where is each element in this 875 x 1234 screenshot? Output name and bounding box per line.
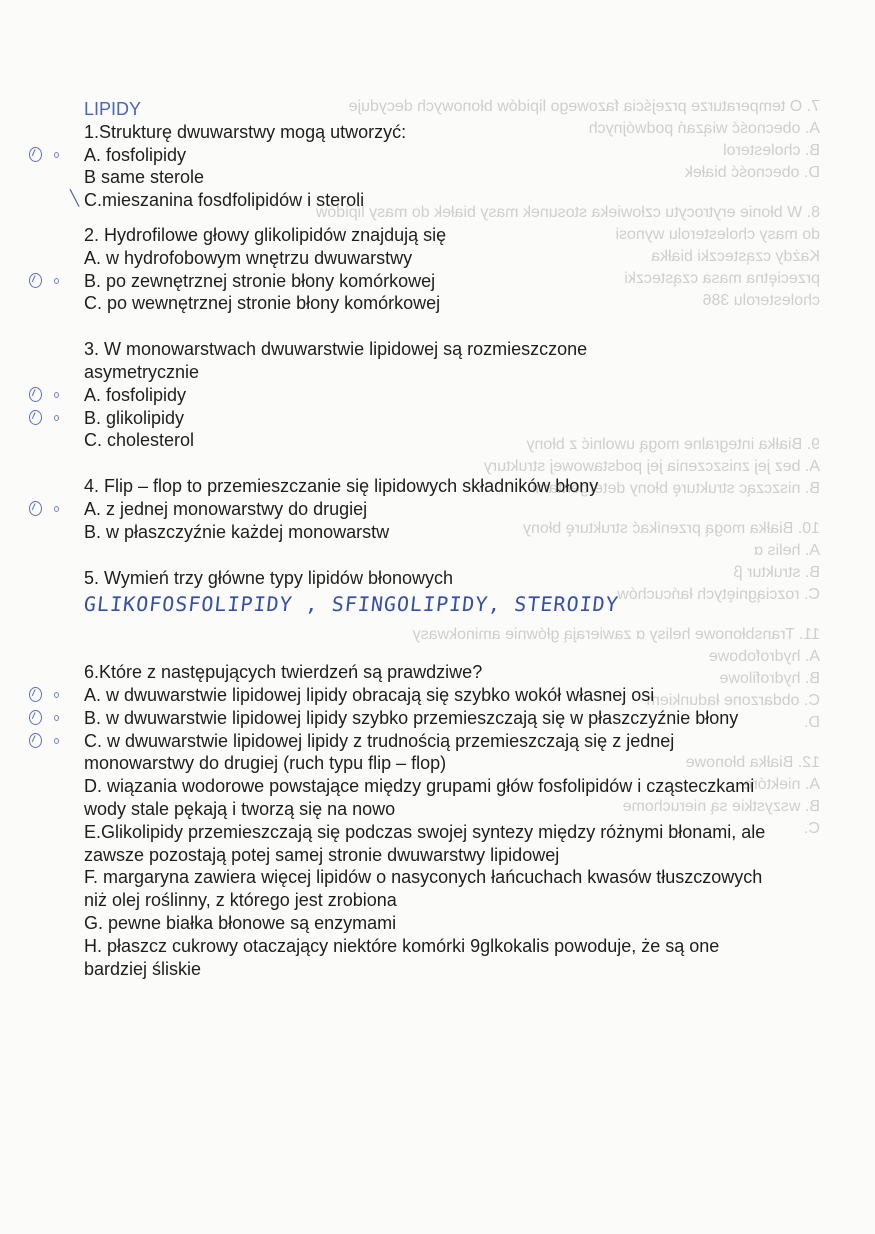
q2-option-b — [84, 270, 784, 293]
answer-mark-icon — [29, 709, 71, 727]
q6-option-c — [84, 730, 774, 776]
q3-option-a — [84, 384, 784, 407]
ghost-line: D. — [804, 714, 820, 731]
ghost-line: B. niszcząc strukturę błony detergentami — [531, 480, 820, 497]
q6-option-d: D. wiązania wodorowe powstające między grupami głów fosfolipidów i cząsteczkami wody stale pękają i tworzą się na nowo — [84, 776, 755, 819]
q6-option-a — [84, 684, 784, 707]
ghost-line: A. niektóre — [743, 776, 820, 793]
q6-option-f: F. margaryna zawiera więcej lipidów o nasyconych łańcuchach kwasów tłuszczowych niż olej roślinny, z którego jest zrobiona — [84, 867, 763, 911]
ghost-line: C. obdarzone ładunkiem — [646, 692, 820, 709]
question-4: 4. Flip – flop to przemieszczanie się lipidowych składników błony — [84, 476, 599, 497]
ghost-line: B. wszystkie są nieruchome — [622, 798, 820, 815]
answer-mark-icon — [29, 146, 71, 164]
question-5: 5. Wymień trzy główne typy lipidów błonowych — [84, 567, 453, 588]
option-text: B. po zewnętrznej stronie błony komórkowej — [84, 270, 436, 291]
option-text: C.mieszanina fosdfolipidów i steroli — [84, 190, 365, 211]
ghost-line: 12. Białka błonowe — [685, 754, 820, 771]
option-text: B. glikolipidy — [84, 407, 185, 428]
answer-mark-icon — [29, 500, 71, 518]
option-text: A. fosfolipidy — [84, 144, 187, 165]
ghost-line: 7. O temperaturze przejścia fazowego lipidów błonowych decyduje — [348, 98, 820, 115]
ghost-line: B. cholesterol — [723, 142, 820, 159]
ghost-line: 8. W błonie erytrocytu człowieka stosunek masy białek do masy lipidów — [315, 204, 820, 221]
ghost-line: A. helis α — [753, 542, 820, 559]
ghost-line: C. — [804, 820, 820, 837]
ghost-line: B. hydrofilowe — [719, 670, 820, 687]
q3-option-b — [84, 407, 784, 430]
q1-option-a — [84, 144, 784, 167]
section-title: LIPIDY — [84, 99, 142, 119]
answer-mark-icon — [29, 686, 71, 704]
answer-mark-icon — [29, 386, 71, 404]
q6-option-h: H. płaszcz cukrowy otaczający niektóre komórki 9glkokalis powoduje, że są one bardziej śliskie — [84, 935, 720, 979]
q5-handwritten-answer — [84, 589, 784, 617]
ghost-line: B. struktur β — [733, 564, 820, 581]
option-text: B. w dwuwarstwie lipidowej lipidy szybko przemieszczają się w płaszczyźnie błony — [84, 707, 739, 728]
ghost-line: 9. Białka integralne mogą uwolnić z błony — [526, 436, 820, 453]
q1-option-c — [70, 189, 784, 212]
option-text: A. fosfolipidy — [84, 384, 187, 405]
ghost-line: 11. Transbłonowe helisy α zawierają głównie aminokwasy — [412, 626, 820, 643]
q4-option-a — [84, 498, 784, 521]
ghost-line: przeciętna masa cząsteczki — [624, 270, 820, 287]
q6-option-e: E.Glikolipidy przemieszczają się podczas swojej syntezy między różnymi błonami, ale zawsze pozostają potej samej stronie dwuwarstwy lipidowej — [84, 821, 766, 865]
ghost-line: A. hydrofobowe — [708, 648, 820, 665]
q2-option-a: A. w hydrofobowym wnętrzu dwuwarstwy — [84, 247, 413, 268]
ghost-line: 10. Białka mogą przenikać strukturę błony — [522, 520, 820, 537]
answer-mark-icon — [29, 409, 71, 427]
q6-option-b — [84, 707, 774, 730]
ghost-line: D. obecność białek — [684, 164, 820, 181]
q3-option-c: C. cholesterol — [84, 430, 195, 451]
ghost-line: A. bez jej zniszczenia jej podstawowej struktury — [483, 458, 820, 475]
handwritten-text: GLIKOFOSFOLIPIDY , SFINGOLIPIDY, STEROIDY — [82, 592, 620, 617]
q2-option-c: C. po wewnętrznej stronie błony komórkowej — [84, 293, 441, 314]
ghost-line: do masy cholesterolu wynosi — [615, 226, 820, 243]
question-2: 2. Hydrofilowe głowy glikolipidów znajdują się — [84, 224, 447, 245]
answer-mark-icon — [29, 272, 71, 290]
question-3-cont: asymetrycznie — [84, 361, 200, 382]
q4-option-b: B. w płaszczyźnie każdej monowarstw — [84, 521, 390, 542]
ghost-line: C. rozciągniętych łańcuchów — [617, 586, 820, 603]
document-page — [70, 98, 784, 980]
pen-tick-icon: ╲ — [70, 189, 80, 208]
ghost-line: A. obecność wiązań podwójnych — [588, 120, 820, 137]
ghost-line: cholesterolu 386 — [702, 292, 820, 309]
q6-option-g: G. pewne białka błonowe są enzymami — [84, 912, 397, 933]
answer-mark-icon — [29, 732, 71, 750]
option-text: A. w dwuwarstwie lipidowej lipidy obracają się szybko wokół własnej osi — [84, 684, 655, 705]
ghost-line: Każdy cząsteczki białka — [651, 248, 820, 265]
question-1: 1.Strukturę dwuwarstwy mogą utworzyć: — [84, 121, 407, 142]
question-3: 3. W monowarstwach dwuwarstwie lipidowej są rozmieszczone — [84, 339, 588, 360]
option-text: A. z jednej monowarstwy do drugiej — [84, 498, 368, 519]
q1-option-b: B same sterole — [84, 167, 205, 188]
question-6: 6.Które z następujących twierdzeń są prawdziwe? — [84, 662, 483, 683]
option-text: C. w dwuwarstwie lipidowej lipidy z trudnością przemieszczają się z jednej monowarstwy do drugiej (ruch typu flip – flop) — [84, 730, 675, 774]
